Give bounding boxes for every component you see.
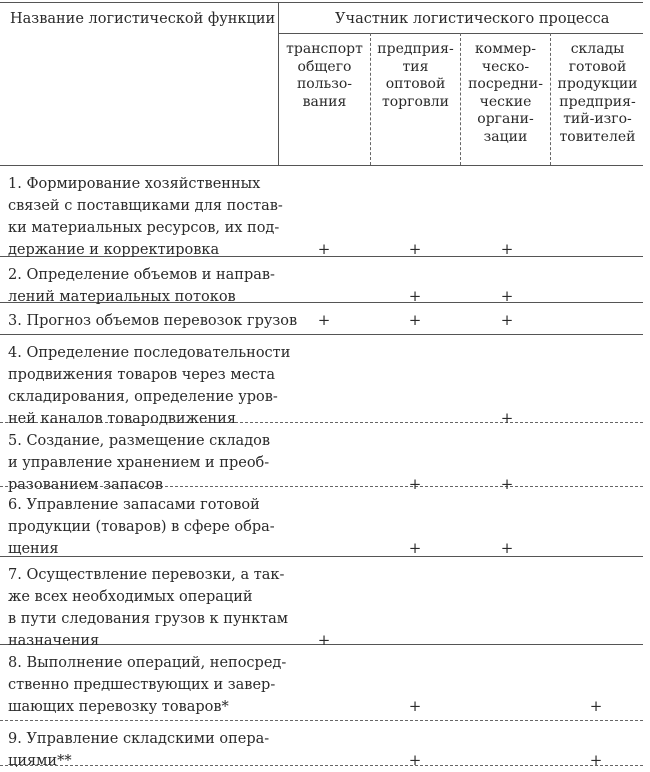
participant-header-line: оптовой	[385, 76, 446, 92]
function-name-line: 1. Формирование хозяйственных	[8, 176, 261, 192]
function-name-line: щения	[8, 541, 59, 557]
function-name-line: 9. Управление складскими опера-	[8, 731, 270, 747]
participant-header-line: ческо-	[481, 58, 530, 75]
function-name-line: складирования, определение уров-	[8, 389, 278, 405]
function-name-line: лений материальных потоков	[8, 289, 236, 305]
participation-mark: +	[408, 539, 422, 557]
function-name-cell	[8, 310, 297, 332]
function-name-cell	[8, 264, 275, 308]
function-name-line: 8. Выполнение операций, непосред-	[8, 655, 287, 671]
participation-mark: +	[408, 240, 422, 258]
function-name-line: ней каналов товародвижения	[8, 411, 236, 427]
function-name-line: 7. Осуществление перевозки, а так-	[8, 567, 285, 583]
header-participant-group: Участник логистического процесса	[335, 11, 610, 27]
function-name-line: в пути следования грузов к пунктам	[8, 611, 289, 627]
function-name-line: 6. Управление запасами готовой	[8, 497, 260, 513]
function-name-cell	[8, 564, 288, 652]
participation-mark: +	[500, 311, 514, 329]
function-name-cell	[8, 342, 290, 430]
function-name-line: циями**	[8, 753, 72, 769]
function-name-line: продукции (товаров) в сфере обра-	[8, 519, 275, 535]
participant-header-line: тий-изго-	[563, 111, 632, 127]
participation-mark: +	[317, 240, 331, 258]
participant-header-line: продукции	[557, 76, 638, 92]
row-border	[0, 720, 643, 721]
participation-mark: +	[317, 631, 331, 649]
participation-mark: +	[500, 240, 514, 258]
participation-mark: +	[408, 311, 422, 329]
participant-header-2	[371, 41, 460, 111]
participant-header-line: посредни-	[468, 76, 543, 92]
participant-header-line: товителей	[559, 128, 636, 145]
participant-header-line: предприя-	[559, 93, 636, 110]
function-name-line: 2. Определение объемов и направ-	[8, 267, 275, 283]
function-name-cell	[8, 652, 286, 718]
function-name-line: 4. Определение последовательности	[8, 345, 291, 361]
participant-header-4	[551, 41, 644, 146]
participant-header-line: транспорт	[286, 41, 363, 57]
participation-mark: +	[408, 287, 422, 305]
participant-header-line: зации	[483, 128, 528, 145]
participant-header-line: пользо-	[296, 76, 353, 92]
participant-header-line: общего	[297, 58, 352, 75]
participation-mark: +	[500, 475, 514, 493]
participation-mark: +	[408, 475, 422, 493]
function-name-line: держание и корректировка	[8, 242, 220, 258]
participant-header-line: склады	[570, 41, 625, 57]
participant-header-line: предприя-	[377, 41, 454, 57]
participant-header-line: ческие	[479, 93, 532, 110]
function-name-line: и управление хранением и преоб-	[8, 455, 270, 471]
participant-header-line: торговли	[381, 93, 449, 110]
function-name-cell	[8, 173, 283, 261]
participation-mark: +	[408, 697, 422, 715]
function-name-line: связей с поставщиками для постав-	[8, 198, 283, 214]
function-name-cell	[8, 494, 275, 560]
participation-mark: +	[408, 751, 422, 769]
participant-header-line: вания	[302, 93, 347, 110]
function-name-line: 5. Создание, размещение складов	[8, 433, 271, 449]
participant-header-line: тия	[402, 58, 429, 75]
function-name-line: же всех необходимых операций	[8, 589, 253, 605]
function-name-cell	[8, 430, 270, 496]
participant-header-line: органи-	[477, 111, 534, 127]
row-border	[0, 334, 643, 335]
participation-mark: +	[317, 311, 331, 329]
function-name-line: продвижения товаров через места	[8, 367, 275, 383]
participation-mark: +	[500, 287, 514, 305]
function-name-cell	[8, 728, 269, 772]
participation-mark: +	[500, 409, 514, 427]
participation-mark: +	[500, 539, 514, 557]
function-name-line: разованием запасов	[8, 477, 164, 493]
participant-header-line: коммер-	[475, 41, 536, 57]
function-name-line: 3. Прогноз объемов перевозок грузов	[8, 313, 298, 329]
function-name-line: ки материальных ресурсов, их под-	[8, 220, 280, 236]
participant-header-line: готовой	[568, 58, 627, 75]
row-border	[0, 165, 643, 166]
participant-header-3	[461, 41, 550, 146]
function-name-line: назначения	[8, 633, 100, 649]
table-top-border	[0, 2, 643, 3]
function-name-line: ственно предшествующих и завер-	[8, 677, 276, 693]
participant-header-1	[279, 41, 370, 111]
header-function-name: Название логистической функции	[10, 11, 276, 27]
function-name-line: шающих перевозку товаров*	[8, 699, 229, 715]
participation-mark: +	[589, 697, 603, 715]
participation-mark: +	[589, 751, 603, 769]
